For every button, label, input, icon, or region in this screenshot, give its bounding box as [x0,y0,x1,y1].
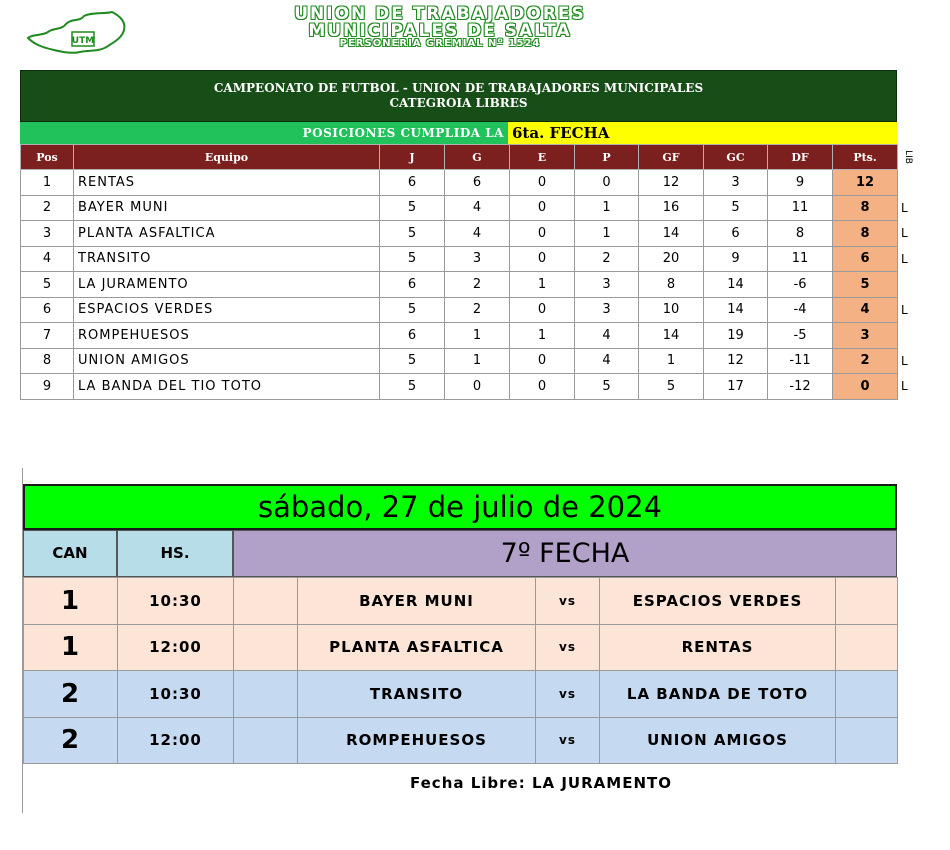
cell-goals-for: 14 [639,323,704,349]
col-header-won: G [445,145,510,170]
cell-played: 5 [380,246,445,272]
cell-points: 2 [833,348,898,374]
match-spacer-right [836,671,898,718]
org-name-line2: MUNICIPALES DE SALTA [308,21,572,41]
table-row [21,323,918,349]
match-spacer-left [234,717,298,764]
cell-won: 4 [445,221,510,247]
cell-won: 2 [445,272,510,298]
cell-goals-for: 10 [639,297,704,323]
cell-goal-diff: -5 [768,323,833,349]
match-home-team: TRANSITO [298,671,536,718]
cell-goals-for: 20 [639,246,704,272]
cell-lost: 0 [575,170,639,196]
cell-won: 1 [445,323,510,349]
cell-pos: 5 [21,272,74,298]
cell-lost: 2 [575,246,639,272]
cell-goal-diff: -4 [768,297,833,323]
round-title: 7º FECHA [233,530,897,577]
cell-points: 6 [833,246,898,272]
col-header-cancha: CAN [23,530,117,577]
cell-goals-for: 12 [639,170,704,196]
cell-goal-diff: 8 [768,221,833,247]
cell-goal-diff: 11 [768,195,833,221]
col-header-lost: P [575,145,639,170]
cell-played: 5 [380,195,445,221]
cell-lost: 4 [575,323,639,349]
col-header-played: J [380,145,445,170]
cell-points: 8 [833,195,898,221]
match-away-team: LA BANDA DE TOTO [600,671,836,718]
col-header-goal-diff: DF [768,145,833,170]
cell-team: ESPACIOS VERDES [74,297,380,323]
cell-team: TRANSITO [74,246,380,272]
match-spacer-right [836,578,898,625]
cell-goals-for: 8 [639,272,704,298]
cell-drawn: 0 [510,348,575,374]
table-row [21,195,918,221]
col-header-drawn: E [510,145,575,170]
cell-libre-note: L [901,226,908,241]
cell-libre-note: L [901,353,908,368]
standings-header-row [21,145,918,170]
table-row [21,246,918,272]
match-date: sábado, 27 de julio de 2024 [23,484,897,530]
cell-drawn: 0 [510,195,575,221]
cell-points: 8 [833,221,898,247]
logo-text: UTM [71,36,95,46]
status-label: POSICIONES CUMPLIDA LA [20,122,508,144]
match-time: 10:30 [118,578,234,625]
cell-libre-note [898,170,918,196]
match-row [24,717,898,764]
cell-goal-diff: 9 [768,170,833,196]
cell-played: 5 [380,348,445,374]
cell-won: 6 [445,170,510,196]
cell-goals-against: 3 [704,170,768,196]
match-cancha: 1 [24,578,118,625]
cell-played: 5 [380,297,445,323]
match-vs: vs [536,671,600,718]
cell-drawn: 0 [510,297,575,323]
cell-goals-for: 1 [639,348,704,374]
col-header-libre [898,145,918,170]
cell-won: 2 [445,297,510,323]
cell-libre-note [898,272,918,298]
cell-goals-for: 16 [639,195,704,221]
match-home-team: BAYER MUNI [298,578,536,625]
cell-goal-diff: -6 [768,272,833,298]
match-cancha: 1 [24,624,118,671]
col-header-hora: HS. [117,530,233,577]
match-spacer-left [234,624,298,671]
cell-team: UNION AMIGOS [74,348,380,374]
cell-pos: 9 [21,374,74,400]
match-vs: vs [536,717,600,764]
cell-points: 12 [833,170,898,196]
table-row [21,348,918,374]
cell-points: 5 [833,272,898,298]
salta-map-logo-icon [22,8,134,56]
cell-libre-note: L [901,251,908,266]
cell-pos: 8 [21,348,74,374]
match-time: 12:00 [118,717,234,764]
cell-goals-against: 17 [704,374,768,400]
championship-title-line1: CAMPEONATO DE FUTBOL - UNION DE TRABAJADORES MUNICIPALES [213,81,704,95]
schedule-table [23,577,898,764]
cell-lost: 1 [575,195,639,221]
cell-lost: 1 [575,221,639,247]
cell-goals-against: 14 [704,297,768,323]
match-away-team: RENTAS [600,624,836,671]
org-registration: PERSONERIA GREMIAL Nº 1524 [339,38,541,49]
match-row [24,578,898,625]
cell-libre-note: L [901,302,908,317]
cell-drawn: 0 [510,374,575,400]
cell-lost: 3 [575,297,639,323]
match-row [24,624,898,671]
table-row [21,221,918,247]
cell-pos: 3 [21,221,74,247]
cell-goals-against: 19 [704,323,768,349]
col-header-points: Pts. [833,145,898,170]
cell-libre-note: L [901,200,908,215]
cell-drawn: 0 [510,221,575,247]
match-home-team: PLANTA ASFALTICA [298,624,536,671]
free-team-note: Fecha Libre: LA JURAMENTO [410,774,672,792]
cell-lost: 4 [575,348,639,374]
cell-pos: 7 [21,323,74,349]
col-header-pos: Pos [21,145,74,170]
cell-drawn: 1 [510,272,575,298]
cell-pos: 4 [21,246,74,272]
cell-goal-diff: -12 [768,374,833,400]
cell-played: 5 [380,221,445,247]
standings-status-bar [20,122,897,144]
col-header-goals-for: GF [639,145,704,170]
cell-goals-against: 5 [704,195,768,221]
cell-libre-note [898,323,918,349]
col-header-goals-against: GC [704,145,768,170]
cell-played: 6 [380,272,445,298]
cell-team: LA JURAMENTO [74,272,380,298]
table-row [21,170,918,196]
match-time: 10:30 [118,671,234,718]
cell-team: BAYER MUNI [74,195,380,221]
match-vs: vs [536,578,600,625]
libre-header-text: LIB [902,150,913,164]
match-away-team: UNION AMIGOS [600,717,836,764]
cell-goals-for: 14 [639,221,704,247]
cell-pos: 6 [21,297,74,323]
org-name-line1: UNION DE TRABAJADORES [294,4,586,24]
championship-title [20,70,897,122]
cell-goals-against: 12 [704,348,768,374]
cell-played: 6 [380,323,445,349]
match-vs: vs [536,624,600,671]
table-row [21,272,918,298]
cell-team: RENTAS [74,170,380,196]
match-away-team: ESPACIOS VERDES [600,578,836,625]
cell-goals-against: 14 [704,272,768,298]
cell-goals-against: 9 [704,246,768,272]
cell-lost: 5 [575,374,639,400]
cell-goals-for: 5 [639,374,704,400]
table-row [21,374,918,400]
match-cancha: 2 [24,671,118,718]
schedule-header [23,530,897,577]
match-spacer-right [836,624,898,671]
match-spacer-left [234,578,298,625]
cell-lost: 3 [575,272,639,298]
cell-drawn: 0 [510,246,575,272]
cell-goal-diff: 11 [768,246,833,272]
cell-team: LA BANDA DEL TIO TOTO [74,374,380,400]
cell-points: 4 [833,297,898,323]
cell-won: 1 [445,348,510,374]
cell-team: PLANTA ASFALTICA [74,221,380,247]
table-row [21,297,918,323]
cell-won: 0 [445,374,510,400]
page-header [0,0,950,60]
cell-goal-diff: -11 [768,348,833,374]
cell-points: 3 [833,323,898,349]
cell-won: 4 [445,195,510,221]
cell-team: ROMPEHUESOS [74,323,380,349]
cell-pos: 2 [21,195,74,221]
match-home-team: ROMPEHUESOS [298,717,536,764]
cell-played: 5 [380,374,445,400]
match-spacer-right [836,717,898,764]
match-row [24,671,898,718]
cell-played: 6 [380,170,445,196]
cell-points: 0 [833,374,898,400]
standings-table [20,144,918,400]
cell-drawn: 1 [510,323,575,349]
match-spacer-left [234,671,298,718]
cell-goals-against: 6 [704,221,768,247]
cell-won: 3 [445,246,510,272]
match-time: 12:00 [118,624,234,671]
cell-libre-note: L [901,379,908,394]
cell-pos: 1 [21,170,74,196]
col-header-team: Equipo [74,145,380,170]
match-cancha: 2 [24,717,118,764]
status-round: 6ta. FECHA [508,122,897,144]
championship-category: CATEGROIA LIBRES [389,96,528,110]
cell-drawn: 0 [510,170,575,196]
